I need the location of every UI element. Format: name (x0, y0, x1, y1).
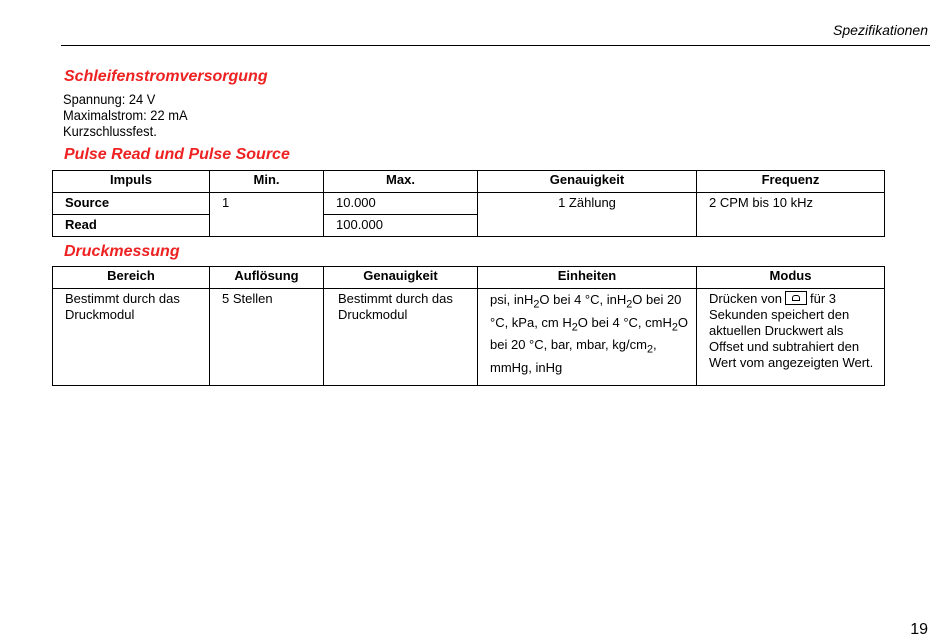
column-header: Min. (210, 171, 324, 193)
units-text: psi, inH (490, 292, 534, 307)
table-header-row (53, 267, 885, 289)
table-cell: Bestimmt durch das Druckmodul (324, 289, 478, 386)
spec-line: Kurzschlussfest. (63, 123, 157, 139)
column-header: Bereich (53, 267, 210, 289)
table-header-row (53, 171, 885, 193)
pulse-heading: Pulse Read und Pulse Source (64, 146, 290, 163)
column-header: Einheiten (478, 267, 697, 289)
column-header: Auflösung (210, 267, 324, 289)
column-header: Max. (324, 171, 478, 193)
table-cell: 1 Zählung (478, 193, 697, 237)
loop-power-specs (63, 91, 188, 139)
table-cell: 10.000 (324, 193, 478, 215)
units-subscript: 2 (533, 298, 540, 311)
page-header-title: Spezifikationen (833, 22, 928, 38)
units-text: O bei 20 °C, bar, mbar, kg/cm (490, 314, 689, 353)
header-divider (61, 45, 930, 46)
units-subscript: 2 (626, 298, 633, 311)
table-cell: 2 CPM bis 10 kHz (697, 193, 885, 237)
units-subscript: 2 (646, 343, 653, 356)
units-text: O bei 4 °C, inH (539, 292, 627, 307)
column-header: Impuls (53, 171, 210, 193)
units-cell (478, 289, 697, 386)
column-header: Genauigkeit (324, 267, 478, 289)
spec-line: Spannung: 24 V (63, 91, 156, 107)
units-text: O bei 20 °C, kPa, cm H (490, 292, 682, 330)
column-header: Modus (697, 267, 885, 289)
page-number: 19 (910, 621, 928, 638)
table-cell: Read (53, 215, 210, 237)
table-cell: 100.000 (324, 215, 478, 237)
mode-cell (697, 289, 885, 386)
mode-text: für 3 Sekunden speichert den aktuellen Druckwert als Offset und subtrahiert den Wert vom angezeigten Wert. (709, 291, 874, 370)
table-cell: 5 Stellen (210, 289, 324, 386)
zero-key-icon (785, 291, 807, 305)
spec-line: Maximalstrom: 22 mA (63, 107, 188, 123)
units-subscript: 2 (571, 321, 578, 334)
pressure-heading: Druckmessung (64, 243, 180, 260)
column-header: Frequenz (697, 171, 885, 193)
column-header: Genauigkeit (478, 171, 697, 193)
table-cell: 1 (210, 193, 324, 237)
table-cell: Source (53, 193, 210, 215)
table-cell: Bestimmt durch das Druckmodul (53, 289, 210, 386)
pulse-table (52, 170, 885, 237)
mode-text: Drücken von (709, 291, 782, 306)
units-text: , mmHg, inHg (490, 337, 657, 375)
table-row (53, 289, 885, 386)
pressure-table (52, 266, 885, 386)
loop-power-heading: Schleifenstromversorgung (64, 68, 268, 85)
units-text: O bei 4 °C, cmH (577, 314, 672, 330)
units-subscript: 2 (671, 321, 678, 334)
table-row (53, 193, 885, 215)
